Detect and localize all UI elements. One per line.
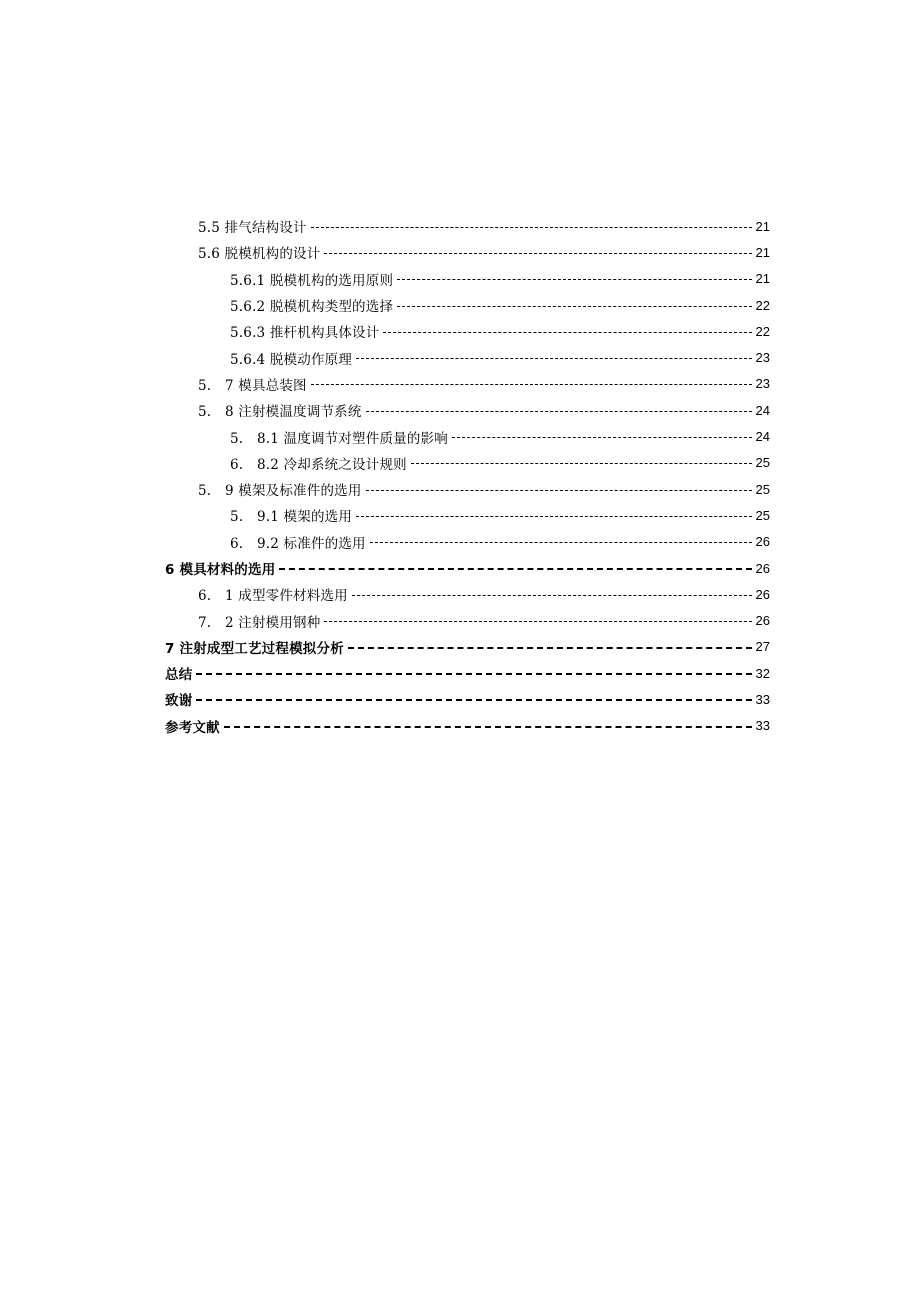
toc-leader-dashes	[366, 490, 752, 491]
toc-page-number: 26	[755, 534, 770, 550]
toc-entry[interactable]	[0, 634, 920, 660]
toc-page-number: 24	[755, 429, 770, 445]
toc-entry-title: 5. 8 注射模温度调节系统	[198, 404, 362, 421]
toc-leader-dashes	[279, 568, 752, 570]
toc-page-number: 23	[755, 350, 770, 366]
toc-entry[interactable]	[0, 555, 920, 581]
toc-page-number: 21	[755, 244, 770, 260]
toc-entry[interactable]	[0, 607, 920, 633]
toc-entry[interactable]	[0, 423, 920, 449]
toc-entry-title: 6 模具材料的选用	[165, 562, 276, 578]
toc-page-number: 33	[755, 718, 770, 734]
toc-entry-title: 7. 2 注射模用钢种	[198, 614, 321, 631]
toc-entry[interactable]	[0, 239, 920, 265]
toc-leader-dashes	[324, 621, 752, 622]
toc-leader-dashes	[356, 358, 752, 359]
toc-leader-dashes	[352, 595, 752, 596]
toc-entry-title: 5.6.1 脱模机构的选用原则	[230, 272, 394, 289]
toc-entry-title: 5. 9 模架及标准件的选用	[198, 483, 362, 500]
toc-entry-title: 5.6.3 推杆机构具体设计	[230, 325, 380, 342]
toc-page-number: 23	[755, 376, 770, 392]
toc-entry-title: 6. 8.2 冷却系统之设计规则	[230, 456, 407, 473]
toc-entry-title: 致谢	[165, 693, 193, 710]
toc-entry-title: 5. 9.1 模架的选用	[230, 509, 353, 526]
toc-entry[interactable]	[0, 344, 920, 370]
toc-page-number: 25	[755, 507, 770, 523]
toc-entry[interactable]	[0, 502, 920, 528]
toc-entry[interactable]	[0, 660, 920, 686]
toc-entry[interactable]	[0, 476, 920, 502]
toc-entry[interactable]	[0, 529, 920, 555]
toc-entry[interactable]	[0, 581, 920, 607]
toc-leader-dashes	[224, 726, 752, 728]
toc-entry-title: 6. 9.2 标准件的选用	[230, 535, 366, 552]
toc-entry[interactable]	[0, 213, 920, 239]
toc-entry-title: 总结	[165, 667, 193, 684]
toc-page-number: 32	[755, 665, 770, 681]
toc-page-number: 26	[755, 560, 770, 576]
toc-page-number: 21	[755, 218, 770, 234]
toc-entry-title: 5.5 排气结构设计	[198, 220, 307, 237]
toc-page-number: 25	[755, 481, 770, 497]
toc-entry-title: 5. 8.1 温度调节对塑件质量的影响	[230, 430, 448, 447]
toc-entry-title: 5.6.4 脱模动作原理	[230, 351, 353, 368]
table-of-contents	[0, 213, 920, 739]
toc-page-number: 22	[755, 297, 770, 313]
toc-leader-dashes	[370, 542, 752, 543]
toc-entry[interactable]	[0, 686, 920, 712]
toc-entry-title: 7 注射成型工艺过程模拟分析	[165, 640, 344, 657]
toc-leader-dashes	[196, 699, 752, 701]
toc-entry-title: 6. 1 成型零件材料选用	[198, 588, 348, 605]
toc-entry-title: 5.6.2 脱模机构类型的选择	[230, 299, 394, 316]
toc-page-number: 24	[755, 402, 770, 418]
toc-page-number: 22	[755, 323, 770, 339]
toc-leader-dashes	[324, 253, 752, 254]
toc-entry[interactable]	[0, 713, 920, 739]
toc-page-number: 26	[755, 586, 770, 602]
toc-entry-title: 5.6 脱模机构的设计	[198, 246, 321, 263]
toc-leader-dashes	[196, 673, 752, 675]
toc-leader-dashes	[397, 279, 752, 280]
toc-entry[interactable]	[0, 371, 920, 397]
toc-entry[interactable]	[0, 318, 920, 344]
toc-entry-title: 参考文献	[165, 719, 220, 736]
toc-leader-dashes	[356, 516, 752, 517]
toc-page-number: 25	[755, 455, 770, 471]
toc-entry[interactable]	[0, 397, 920, 423]
toc-leader-dashes	[348, 647, 752, 649]
toc-page-number: 27	[755, 639, 770, 655]
toc-entry[interactable]	[0, 292, 920, 318]
toc-leader-dashes	[411, 463, 752, 464]
toc-page-number: 26	[755, 613, 770, 629]
toc-entry-title: 5. 7 模具总装图	[198, 377, 307, 394]
toc-leader-dashes	[397, 306, 752, 307]
toc-leader-dashes	[366, 411, 752, 412]
toc-page-number: 21	[755, 271, 770, 287]
toc-leader-dashes	[452, 437, 752, 438]
toc-page-number: 33	[755, 691, 770, 707]
toc-leader-dashes	[383, 332, 752, 333]
toc-leader-dashes	[311, 227, 752, 228]
toc-entry[interactable]	[0, 266, 920, 292]
toc-entry[interactable]	[0, 450, 920, 476]
toc-leader-dashes	[311, 384, 752, 385]
